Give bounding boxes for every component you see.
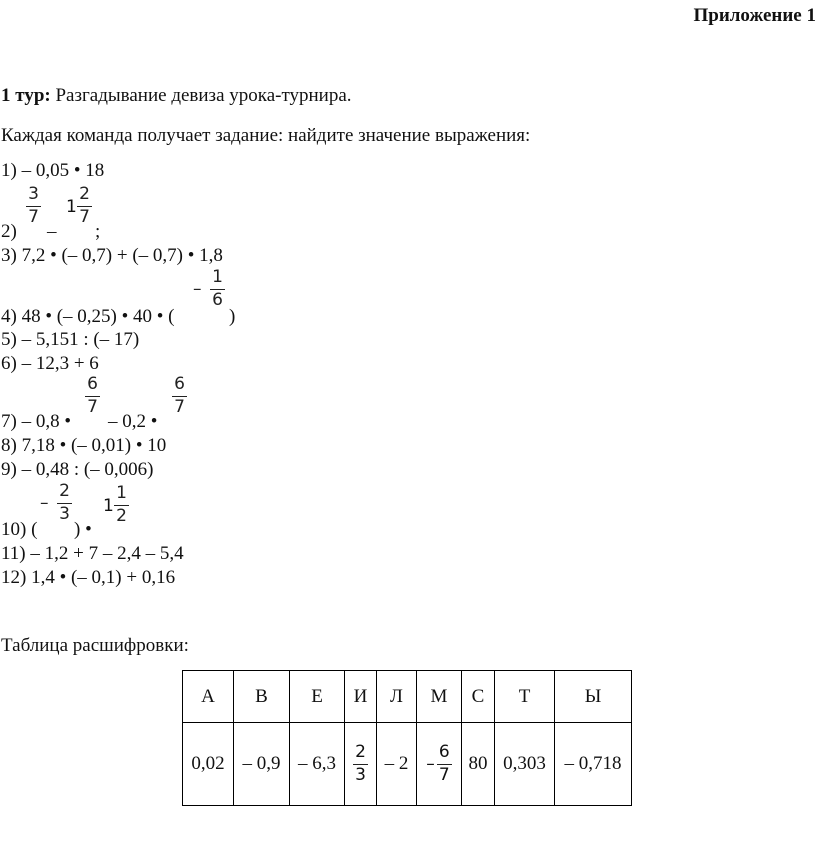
task-3: 3) 7,2 • (– 0,7) + (– 0,7) • 1,8 <box>1 245 223 266</box>
minus-sign: – <box>193 279 202 299</box>
task-11: 11) – 1,2 + 7 – 2,4 – 5,4 <box>1 543 184 564</box>
task-1: 1) – 0,05 • 18 <box>1 160 105 181</box>
task-10-whole: 1 <box>103 496 114 516</box>
task-2-tail: ; <box>95 221 101 242</box>
tour-line <box>1 86 352 105</box>
minus-sign: – <box>426 753 435 774</box>
denominator: 3 <box>355 765 366 786</box>
task-7-fraction-1 <box>85 376 100 416</box>
denominator: 7 <box>79 207 90 228</box>
task-10-fraction-1 <box>40 481 72 525</box>
value-cell-i <box>345 723 377 806</box>
minus-sign: – <box>40 493 49 513</box>
letter-cell: М <box>417 671 462 723</box>
value-cell-s: 80 <box>462 723 495 806</box>
denominator: 7 <box>87 397 98 418</box>
numerator: 1 <box>212 267 223 287</box>
task-7-text: 7) – 0,8 • <box>1 411 71 432</box>
task-4-close: ) <box>229 306 236 327</box>
value-cell-l: – 2 <box>377 723 417 806</box>
letter-cell: Ы <box>555 671 632 723</box>
task-5: 5) – 5,151 : (– 17) <box>1 329 140 350</box>
table-title: Таблица расшифровки: <box>1 635 189 656</box>
letter-cell: В <box>234 671 290 723</box>
task-2-fraction-1 <box>26 186 41 226</box>
denominator: 2 <box>116 506 127 527</box>
denominator: 7 <box>28 207 39 228</box>
letter-cell: Е <box>290 671 345 723</box>
appendix-label: Приложение 1 <box>693 5 816 26</box>
denominator: 7 <box>174 397 185 418</box>
value-cell-e: – 6,3 <box>290 723 345 806</box>
numerator: 6 <box>87 374 98 394</box>
numerator: 2 <box>79 184 90 204</box>
letter-cell: Т <box>495 671 555 723</box>
denominator: 3 <box>59 504 70 525</box>
task-10-close: ) • <box>74 519 92 540</box>
numerator: 6 <box>438 741 450 762</box>
task-2-number: 2) <box>1 221 17 242</box>
letter-cell: И <box>345 671 377 723</box>
value-cell-a: 0,02 <box>183 723 234 806</box>
task-10-fraction-2 <box>114 485 129 525</box>
task-9: 9) – 0,48 : (– 0,006) <box>1 459 154 480</box>
numerator: 2 <box>59 481 70 501</box>
task-6: 6) – 12,3 + 6 <box>1 353 99 374</box>
letter-cell: Л <box>377 671 417 723</box>
numerator: 6 <box>174 374 185 394</box>
task-8: 8) 7,18 • (– 0,01) • 10 <box>1 435 167 456</box>
task-2-operator: – <box>47 221 57 242</box>
value-fraction <box>353 741 368 786</box>
denominator: 6 <box>212 290 223 311</box>
value-cell-v: – 0,9 <box>234 723 290 806</box>
task-12: 12) 1,4 • (– 0,1) + 0,16 <box>1 567 176 588</box>
decode-table <box>182 670 632 806</box>
value-cell-t: 0,303 <box>495 723 555 806</box>
task-4-text: 4) 48 • (– 0,25) • 40 • ( <box>1 306 175 327</box>
numerator: 3 <box>28 184 39 204</box>
task-4-fraction <box>193 267 225 311</box>
numerator: 1 <box>116 483 127 503</box>
task-2-fraction-2 <box>77 186 92 226</box>
letter-cell: А <box>183 671 234 723</box>
tour-label: 1 тур: <box>1 85 51 106</box>
table-header-row <box>183 671 632 723</box>
table-value-row <box>183 723 632 806</box>
task-10-open: 10) ( <box>1 519 38 540</box>
value-cell-y: – 0,718 <box>555 723 632 806</box>
denominator: 7 <box>438 765 450 786</box>
task-2-whole: 1 <box>66 197 77 217</box>
numerator: 2 <box>355 741 366 762</box>
letter-cell: С <box>462 671 495 723</box>
value-cell-m <box>417 723 462 806</box>
instruction: Каждая команда получает задание: найдите значение выражения: <box>1 125 531 146</box>
task-7-middle: – 0,2 • <box>108 411 158 432</box>
value-fraction <box>437 741 452 786</box>
task-7-fraction-2 <box>172 376 187 416</box>
tour-text: Разгадывание девиза урока-турнира. <box>50 85 352 106</box>
value-negative-fraction <box>426 741 452 786</box>
